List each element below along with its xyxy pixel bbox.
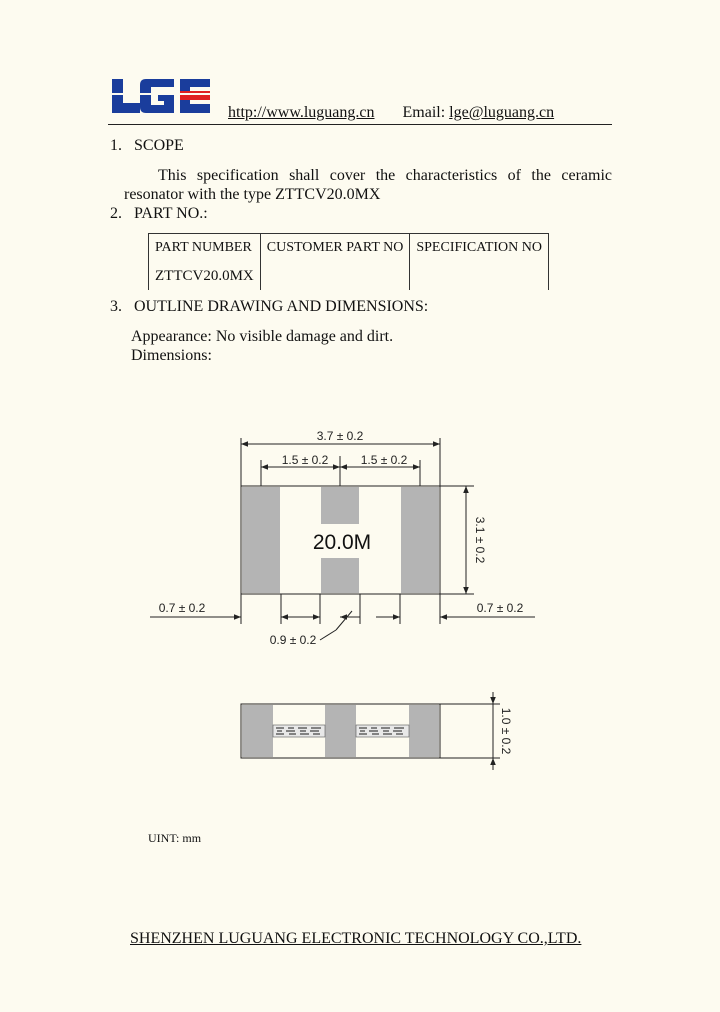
dim-pitch-right: 1.5 ± 0.2 xyxy=(360,453,408,467)
component-marking: 20.0M xyxy=(312,531,372,554)
capacitor-layer-left xyxy=(273,725,325,737)
dim-thickness: 1.0 ± 0.2 xyxy=(499,707,513,755)
dim-left-electrode: 0.7 ± 0.2 xyxy=(158,601,206,615)
header-specification-no: SPECIFICATION NO xyxy=(410,234,549,263)
dimensions-label: Dimensions: xyxy=(131,347,212,364)
outline-title: OUTLINE DRAWING AND DIMENSIONS: xyxy=(134,298,429,315)
side-electrode-right xyxy=(409,705,439,757)
outline-number: 3. xyxy=(110,298,122,315)
header-customer-part-no: CUSTOMER PART NO xyxy=(260,234,410,263)
dim-center-electrode: 0.9 ± 0.2 xyxy=(269,633,317,647)
dim-total-width: 3.7 ± 0.2 xyxy=(316,429,364,443)
electrode-right xyxy=(401,487,439,593)
dim-right-electrode: 0.7 ± 0.2 xyxy=(476,601,524,615)
appearance-text: Appearance: No visible damage and dirt. xyxy=(131,328,394,345)
capacitor-layer-right xyxy=(356,725,409,737)
email-link[interactable]: lge@luguang.cn xyxy=(449,104,555,121)
scope-title: SCOPE xyxy=(134,137,184,154)
email-label: Email: xyxy=(402,104,446,121)
scope-line-2: resonator with the type ZTTCV20.0MX xyxy=(124,186,381,203)
side-electrode-left xyxy=(242,705,273,757)
header-part-number: PART NUMBER xyxy=(149,234,261,263)
cell-part-number: ZTTCV20.0MX xyxy=(149,262,261,290)
part-no-title: PART NO.: xyxy=(134,205,208,222)
website-link[interactable]: http://www.luguang.cn xyxy=(228,104,375,121)
dim-height: 3.1 ± 0.2 xyxy=(473,516,487,564)
company-footer: SHENZHEN LUGUANG ELECTRONIC TECHNOLOGY CO.,LTD. xyxy=(130,930,582,947)
scope-line-1: This specification shall cover the characteristics of the ceramic xyxy=(158,167,612,184)
unit-label: UINT: mm xyxy=(148,831,202,845)
electrode-left xyxy=(242,487,280,593)
dim-pitch-left: 1.5 ± 0.2 xyxy=(281,453,329,467)
side-electrode-center xyxy=(325,705,356,757)
part-no-number: 2. xyxy=(110,205,122,222)
scope-number: 1. xyxy=(110,137,122,154)
